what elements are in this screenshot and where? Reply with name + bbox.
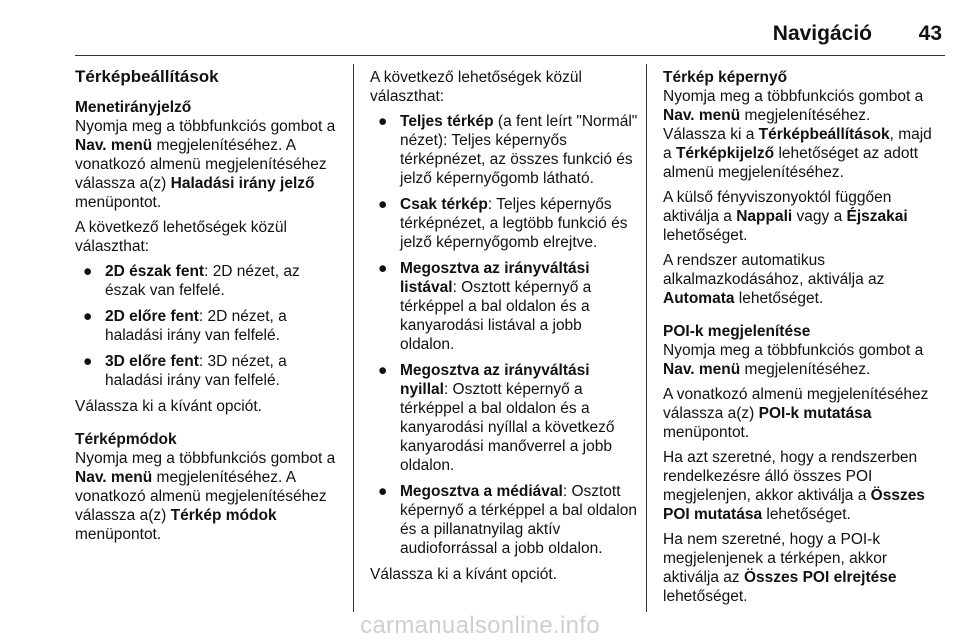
bullet-icon: ●	[378, 483, 388, 500]
bullet-list	[75, 262, 343, 390]
list-item: ● Megosztva az irányváltási listával: Osztott képernyő a térképpel a bal oldalon és a kanyarodási listával a jobb oldalon.	[378, 260, 592, 353]
column-divider-2	[646, 64, 647, 612]
paragraph: Nyomja meg a többfunkciós gombot a Nav. menü megjelenítéséhez. Válassza ki a Térképbeállítások, majd a Térképkijelző lehetőséget az adott almenü megjelenítéséhez.	[663, 88, 932, 181]
page-number: 43	[918, 22, 942, 45]
paragraph: A rendszer automatikus alkalmazkodásához, aktiválja az Automata lehetőséget.	[663, 252, 885, 307]
paragraph: A következő lehetőségek közül választhat:	[370, 69, 582, 105]
paragraph: Nyomja meg a többfunkciós gombot a Nav. menü megjelenítéséhez.	[663, 342, 924, 378]
column-divider-1	[353, 64, 354, 612]
bullet-list	[370, 112, 640, 558]
bullet-icon: ●	[378, 260, 388, 277]
subheading-map-modes: Térképmódok	[75, 431, 177, 448]
paragraph: A külső fényviszonyoktól függően aktiválja a Nappali vagy a Éjszakai lehetőséget.	[663, 189, 908, 244]
paragraph: Nyomja meg a többfunkciós gombot a Nav. menü megjelenítéséhez. A vonatkozó almenü megjelenítéséhez válassza a(z) Térkép módok menüpontot.	[75, 450, 336, 543]
paragraph: Válassza ki a kívánt opciót.	[75, 398, 262, 415]
bullet-icon: ●	[378, 362, 388, 379]
bullet-icon: ●	[83, 308, 93, 325]
list-item: ● Megosztva a médiával: Osztott képernyő a térképpel a bal oldalon és a pillanatnyilag aktív audioforrással a jobb oldalon.	[378, 483, 637, 557]
column-2	[370, 68, 640, 590]
header-title: Navigáció	[772, 22, 872, 45]
paragraph: Ha azt szeretné, hogy a rendszerben rendelkezésre álló összes POI megjelenjen, akkor aktiválja a Összes POI mutatása lehetőséget.	[663, 449, 925, 523]
paragraph: A vonatkozó almenü megjelenítéséhez válassza a(z) POI-k mutatása menüpontot.	[663, 386, 929, 441]
list-item: ● Csak térkép: Teljes képernyős térképnézet, a legtöbb funkció és jelző képernyőgomb elrejtve.	[378, 196, 628, 251]
paragraph: A következő lehetőségek közül választhat:	[75, 219, 287, 255]
paragraph: Ha nem szeretné, hogy a POI-k megjelenjenek a térképen, akkor aktiválja az Összes POI elrejtése lehetőséget.	[663, 531, 897, 605]
list-item: ● 2D előre fent: 2D nézet, a haladási irány van felfelé.	[83, 308, 287, 344]
subheading-heading-indicator: Menetirányjelző	[75, 99, 192, 116]
header-divider	[75, 55, 945, 56]
section-title: Térképbeállítások	[75, 67, 219, 86]
paragraph: Válassza ki a kívánt opciót.	[370, 566, 557, 583]
bullet-icon: ●	[378, 113, 388, 130]
paragraph: Nyomja meg a többfunkciós gombot a Nav. menü megjelenítéséhez. A vonatkozó almenü megjelenítéséhez válassza a(z) Haladási irány jelző menüpontot.	[75, 118, 336, 211]
list-item: ● 2D észak fent: 2D nézet, az észak van felfelé.	[83, 263, 300, 299]
watermark: carmanualsonline.info	[360, 612, 600, 639]
list-item: ● 3D előre fent: 3D nézet, a haladási irány van felfelé.	[83, 353, 287, 389]
subheading-map-display: Térkép képernyő	[663, 69, 788, 86]
bullet-icon: ●	[378, 196, 388, 213]
list-item: ● Megosztva az irányváltási nyillal: Osztott képernyő a térképpel a bal oldalon és a kanyarodási nyíllal a következő kanyarodási manőverrel a jobb oldalon.	[378, 362, 615, 474]
bullet-icon: ●	[83, 353, 93, 370]
subheading-poi-display: POI-k megjelenítése	[663, 323, 811, 340]
column-1	[75, 63, 343, 550]
bullet-icon: ●	[83, 263, 93, 280]
list-item: ● Teljes térkép (a fent leírt "Normál" nézet): Teljes képernyős térképnézet, az összes funkció és jelző képernyőgomb látható.	[378, 113, 638, 187]
column-3	[663, 68, 935, 612]
